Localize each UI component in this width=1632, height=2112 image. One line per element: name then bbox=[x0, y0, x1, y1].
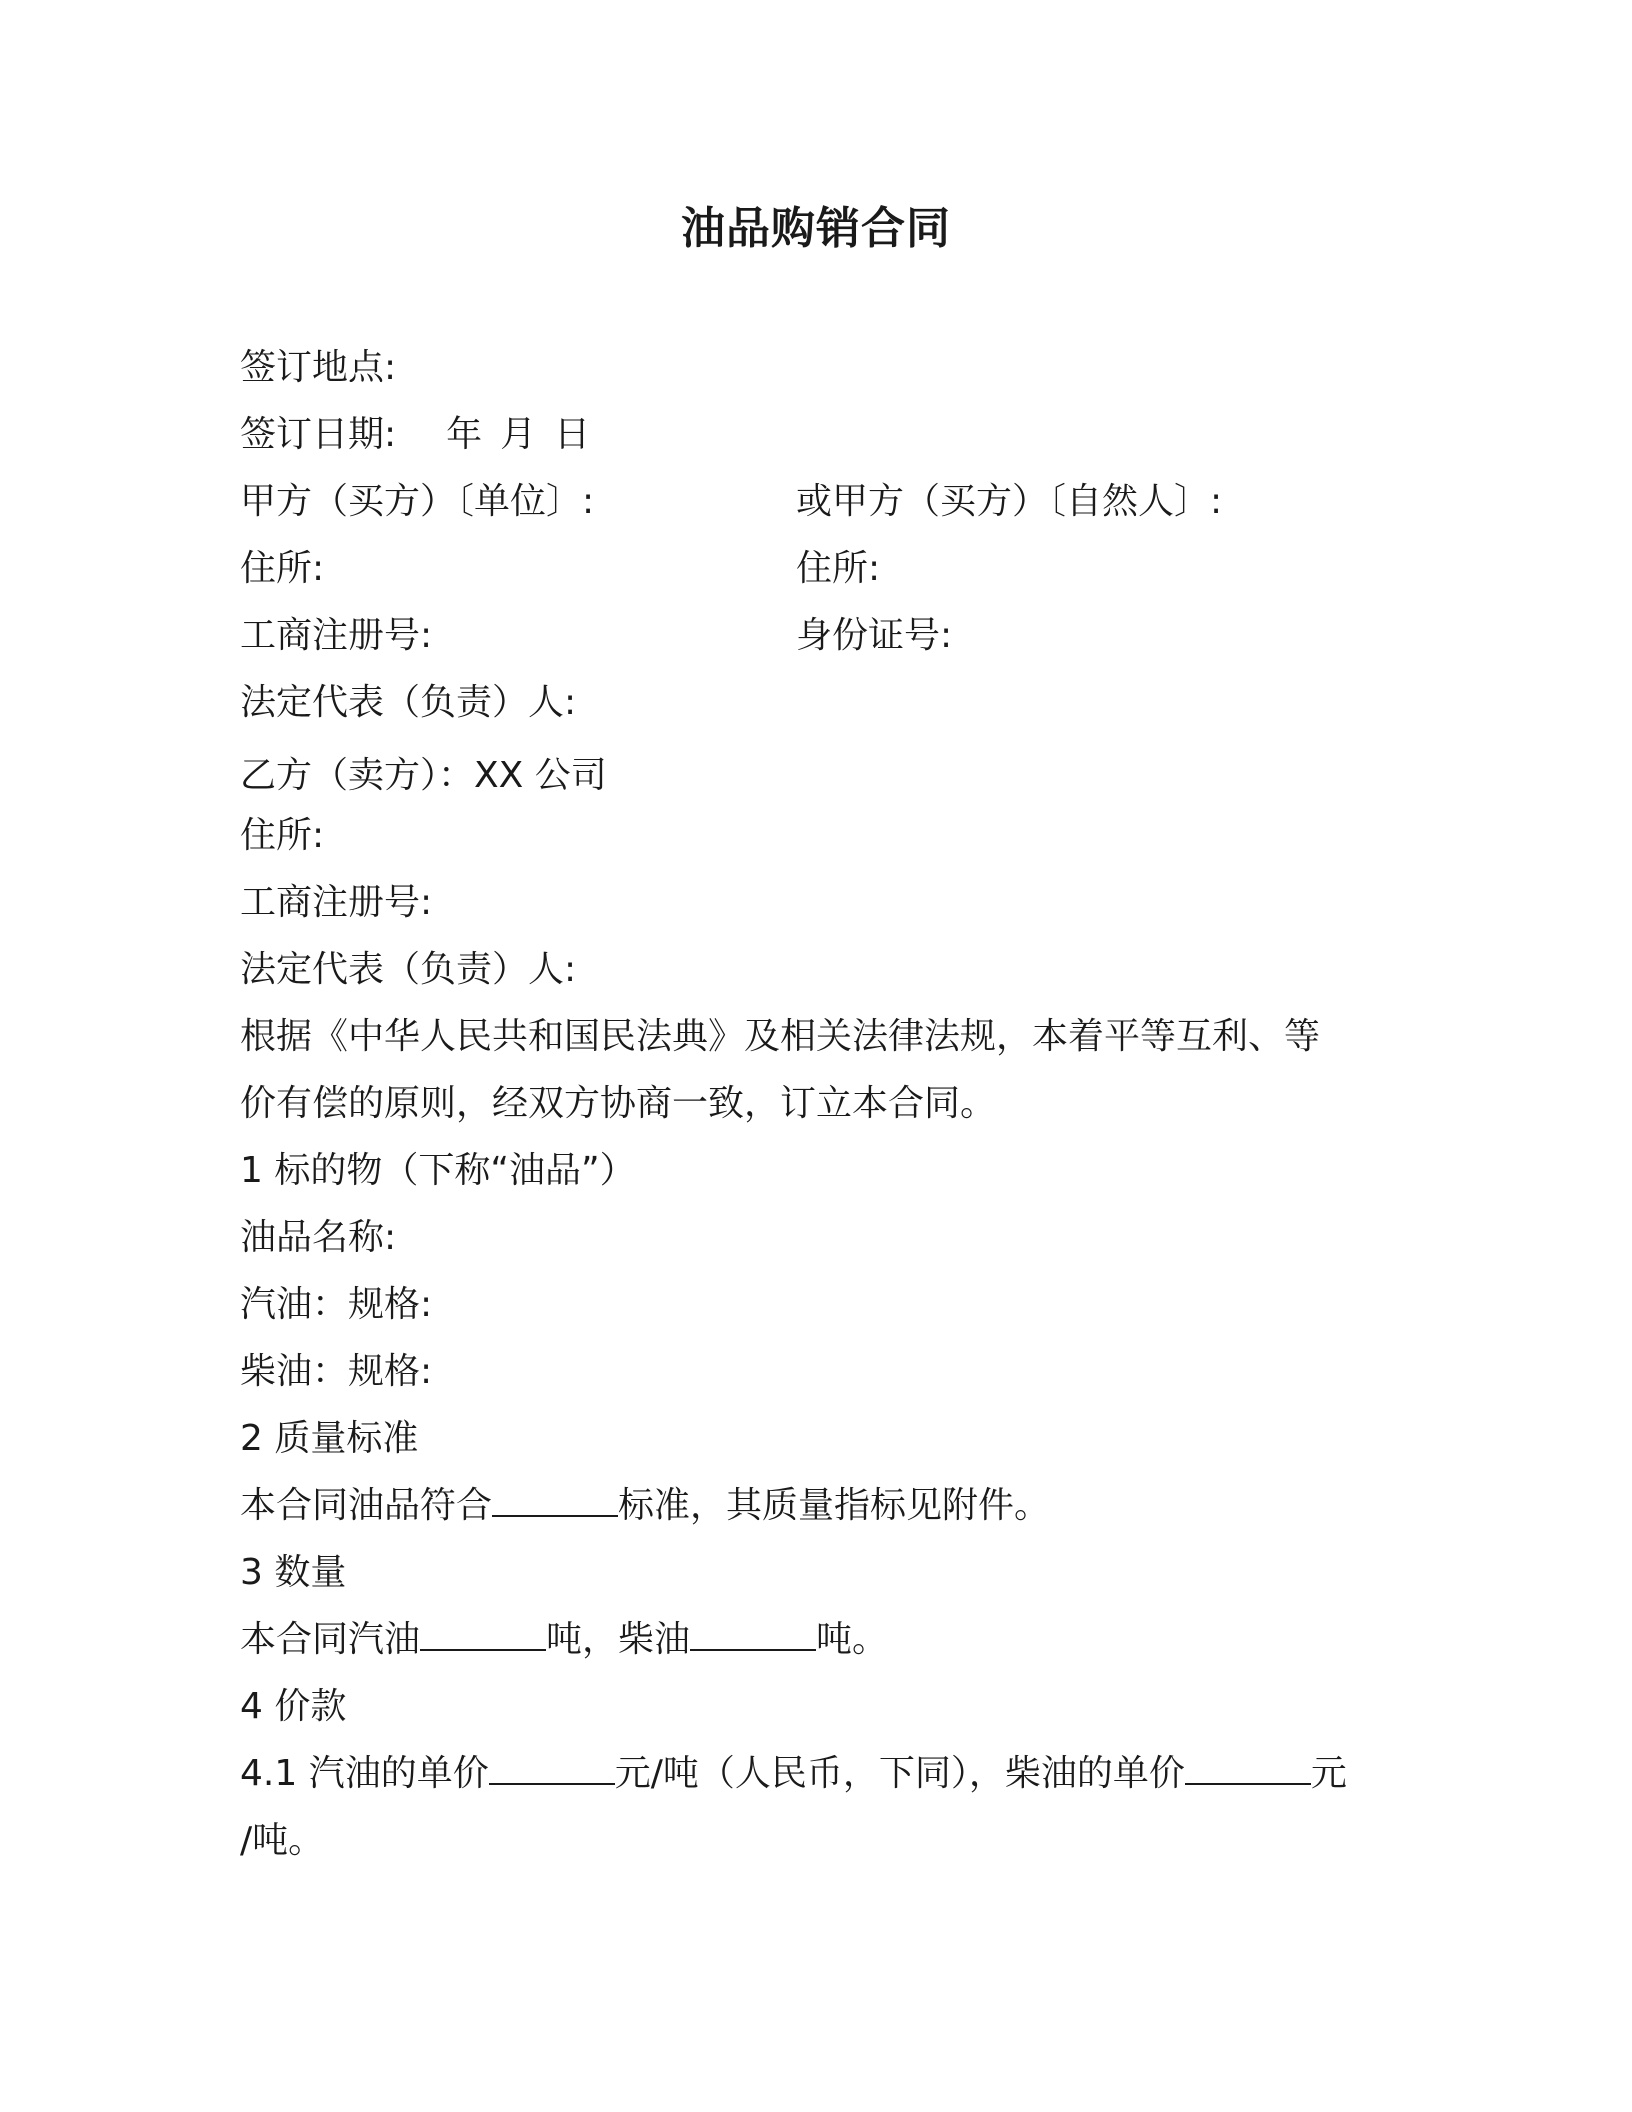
party-b-label: 乙方（卖方）：XX 公司 bbox=[240, 755, 607, 796]
quantity-line bbox=[240, 1616, 888, 1664]
party-a-address-label: 住所: bbox=[240, 548, 325, 589]
preamble-line-2: 价有偿的原则，经双方协商一致，订立本合同。 bbox=[240, 1083, 997, 1124]
date-month: 月 bbox=[500, 414, 537, 455]
gasoline-spec-label: 汽油：规格: bbox=[240, 1284, 433, 1325]
party-b-rep-label: 法定代表（负责）人: bbox=[240, 949, 577, 990]
diesel-spec-label: 柴油：规格: bbox=[240, 1351, 433, 1392]
gasoline-price-blank[interactable] bbox=[489, 1751, 615, 1785]
preamble-line-1: 根据《中华人民共和国民法典》及相关法律法规，本着平等互利、等 bbox=[240, 1016, 1321, 1057]
diesel-price-blank[interactable] bbox=[1185, 1751, 1311, 1785]
party-b-reg-label: 工商注册号: bbox=[240, 882, 433, 923]
party-a-id-label: 身份证号: bbox=[796, 615, 953, 656]
party-a-person-address-label: 住所: bbox=[796, 548, 881, 589]
party-a-reg-label: 工商注册号: bbox=[240, 615, 433, 656]
party-a-person-label: 或甲方（买方）〔自然人〕: bbox=[796, 481, 1223, 522]
party-a-rep-label: 法定代表（负责）人: bbox=[240, 682, 577, 723]
date-year: 年 bbox=[446, 414, 483, 455]
sign-place-label: 签订地点: bbox=[240, 347, 397, 388]
price-text-b: 元/吨（人民币，下同），柴油的单价 bbox=[614, 1753, 1185, 1794]
quality-text-b: 标准，其质量指标见附件。 bbox=[618, 1485, 1051, 1526]
party-b-address-label: 住所: bbox=[240, 815, 325, 856]
sign-date-label: 签订日期: bbox=[240, 414, 397, 455]
quality-standard-blank[interactable] bbox=[492, 1483, 618, 1517]
section-1-heading: 1 标的物（下称“油品”） bbox=[240, 1150, 636, 1191]
party-a-unit-label: 甲方（买方）〔单位〕: bbox=[240, 481, 595, 522]
date-day: 日 bbox=[554, 414, 591, 455]
section-4-heading: 4 价款 bbox=[240, 1686, 347, 1727]
sign-date-line bbox=[240, 411, 590, 459]
price-text-c: 元 bbox=[1310, 1753, 1347, 1794]
quantity-text-c: 吨。 bbox=[816, 1619, 889, 1660]
price-text-a: 4.1 汽油的单价 bbox=[240, 1753, 489, 1794]
gasoline-quantity-blank[interactable] bbox=[420, 1617, 546, 1651]
quality-text-a: 本合同油品符合 bbox=[240, 1485, 493, 1526]
document-title: 油品购销合同 bbox=[681, 203, 951, 254]
quantity-text-a: 本合同汽油 bbox=[240, 1619, 421, 1660]
section-2-heading: 2 质量标准 bbox=[240, 1418, 419, 1459]
price-line-continuation: /吨。 bbox=[240, 1820, 325, 1861]
oil-name-label: 油品名称: bbox=[240, 1217, 397, 1258]
diesel-quantity-blank[interactable] bbox=[690, 1617, 816, 1651]
section-3-heading: 3 数量 bbox=[240, 1552, 347, 1593]
quantity-text-b: 吨，柴油 bbox=[546, 1619, 691, 1660]
quality-standard-line bbox=[240, 1482, 1050, 1530]
price-line bbox=[240, 1750, 1347, 1798]
